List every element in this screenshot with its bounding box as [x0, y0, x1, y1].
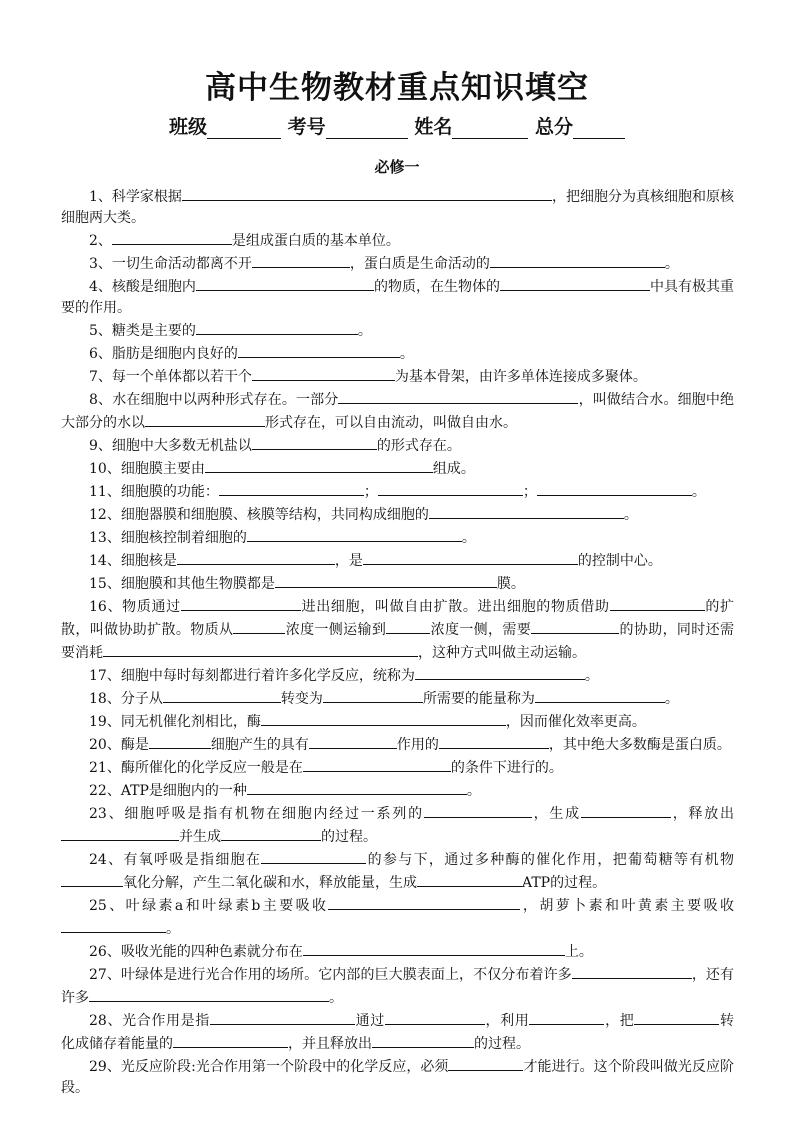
section-heading: 必修一	[374, 158, 420, 176]
question-text: 21、酶所催化的化学反应一般是在	[89, 760, 303, 776]
question-text: ，叫做结合水。细胞中绝大部分的水以	[61, 392, 735, 431]
question-item	[61, 457, 734, 480]
question-text: ，是	[334, 553, 363, 569]
question-text: ，把细胞分为真核细胞和原核细胞两大类。	[61, 189, 734, 226]
name-blank[interactable]	[452, 118, 528, 139]
question-text: 并生成	[179, 829, 221, 845]
answer-blank[interactable]	[61, 917, 166, 933]
answer-blank[interactable]	[238, 342, 400, 358]
question-text: ，生成	[531, 806, 581, 822]
answer-blank[interactable]	[572, 963, 692, 979]
answer-blank[interactable]	[439, 733, 549, 749]
question-text: 。	[466, 783, 481, 799]
question-item	[61, 572, 734, 595]
answer-blank[interactable]	[303, 940, 565, 956]
question-text: 25、叶绿素a和叶绿素b主要吸收	[89, 898, 329, 914]
answer-blank[interactable]	[338, 388, 578, 404]
question-text: 组成。	[432, 461, 475, 477]
question-text: 5、糖类是主要的	[89, 323, 196, 339]
question-text: ，因而催化效率更高。	[505, 714, 646, 730]
question-text: ；	[363, 484, 378, 500]
answer-blank[interactable]	[247, 526, 462, 542]
answer-blank[interactable]	[529, 1009, 604, 1025]
question-text: 9、细胞中大多数无机盐以	[89, 438, 252, 454]
question-text: 6、脂肪是细胞内良好的	[89, 346, 238, 362]
answer-blank[interactable]	[145, 411, 265, 427]
question-text: 。	[329, 990, 343, 1006]
question-text: 14、细胞核是	[89, 553, 177, 569]
answer-blank[interactable]	[309, 733, 397, 749]
exam-number-label: 考号	[287, 116, 326, 138]
question-text: ，并且释放出	[288, 1036, 372, 1052]
question-text: 的过程。	[474, 1036, 530, 1052]
question-text: ，释放出	[670, 806, 734, 822]
answer-blank[interactable]	[537, 480, 692, 496]
question-text: ，还有许多	[61, 967, 735, 1006]
question-item	[61, 275, 734, 319]
class-blank[interactable]	[207, 118, 281, 139]
answer-blank[interactable]	[261, 848, 366, 864]
question-text: 中具有极其重要的作用。	[61, 279, 735, 316]
question-text: 浓度一侧运输到	[285, 622, 387, 638]
question-text: 1、科学家根据	[89, 189, 182, 205]
question-item	[61, 319, 734, 342]
question-text: 氧化分解，产生二氧化碳和水，释放能量，生成	[123, 875, 417, 891]
question-text: 的物质，在生物体的	[373, 279, 500, 295]
answer-blank[interactable]	[531, 618, 619, 634]
question-item	[61, 1009, 734, 1055]
answer-blank[interactable]	[181, 595, 301, 611]
question-text: 24、有氧呼吸是指细胞在	[89, 852, 262, 868]
question-text: 浓度一侧，需要	[430, 622, 532, 638]
question-item	[61, 388, 734, 434]
question-text: 2、	[89, 233, 112, 249]
question-text: 是组成蛋白质的基本单位。	[231, 233, 400, 249]
answer-blank[interactable]	[378, 480, 523, 496]
question-text: ；	[522, 484, 537, 500]
question-text: 29、光反应阶段:光合作用第一个阶段中的化学反应，必须	[89, 1059, 449, 1075]
question-text: 。	[664, 691, 679, 707]
question-text: 细胞产生的具有	[210, 737, 309, 753]
question-text: 27、叶绿体是进行光合作用的场所。它内部的巨大膜表面上，不仅分布着许多	[89, 967, 572, 983]
answer-blank[interactable]	[415, 664, 585, 680]
question-text: 才能进行。这个阶段叫做光反应阶段。	[61, 1059, 735, 1096]
exam-number-blank[interactable]	[326, 118, 408, 139]
answer-blank[interactable]	[177, 549, 335, 565]
question-text: 通过	[354, 1013, 385, 1029]
answer-blank[interactable]	[61, 825, 179, 841]
answer-blank[interactable]	[247, 779, 467, 795]
answer-blank[interactable]	[581, 802, 671, 818]
question-text: ，把	[604, 1013, 635, 1029]
question-text: 16、物质通过	[89, 599, 181, 615]
question-item	[61, 940, 734, 963]
question-item	[61, 503, 734, 526]
answer-blank[interactable]	[196, 319, 358, 335]
question-text: 。	[461, 530, 476, 546]
question-item	[61, 185, 734, 229]
question-item	[61, 894, 734, 940]
answer-blank[interactable]	[500, 275, 650, 291]
question-text: 10、细胞膜主要由	[89, 461, 205, 477]
question-item	[61, 802, 734, 848]
total-score-label: 总分	[534, 116, 573, 138]
question-text: 的形式存在。	[376, 438, 461, 454]
question-item	[61, 963, 734, 1009]
question-text: 18、分子从	[89, 691, 163, 707]
answer-blank[interactable]	[386, 618, 430, 634]
question-text: 19、同无机催化剂相比，酶	[89, 714, 261, 730]
answer-blank[interactable]	[103, 641, 418, 657]
answer-blank[interactable]	[210, 1009, 355, 1025]
answer-blank[interactable]	[323, 687, 423, 703]
answer-blank[interactable]	[448, 1055, 523, 1071]
answer-blank[interactable]	[163, 687, 281, 703]
question-text: 膜。	[496, 576, 525, 592]
question-text: 上。	[564, 944, 593, 960]
question-item	[61, 365, 734, 388]
answer-blank[interactable]	[328, 894, 520, 910]
question-text: 7、每一个单体都以若干个	[89, 369, 252, 385]
question-item	[61, 480, 734, 503]
question-text: 15、细胞膜和其他生物膜都是	[89, 576, 275, 592]
question-text: 的参与下，通过多种酶的催化作用，把葡萄糖等有机物	[366, 852, 734, 868]
question-item	[61, 1055, 734, 1099]
question-text: 13、细胞核控制着细胞的	[89, 530, 247, 546]
answer-blank[interactable]	[182, 185, 552, 201]
question-list	[61, 185, 734, 1099]
question-text: 进出细胞，叫做自由扩散。进出细胞的物质借助	[300, 599, 610, 615]
question-text: ，胡萝卜素和叶黄素主要吸收	[520, 898, 734, 914]
question-text: 的过程。	[321, 829, 377, 845]
question-item	[61, 779, 734, 802]
page-title: 高中生物教材重点知识填空	[205, 70, 589, 106]
question-text: 作用的	[396, 737, 439, 753]
answer-blank[interactable]	[535, 687, 665, 703]
question-text: 。	[691, 484, 706, 500]
question-item	[61, 733, 734, 756]
question-text: 。	[357, 323, 372, 339]
question-item	[61, 229, 734, 252]
question-text: 17、细胞中每时每刻都进行着许多化学反应，统称为	[89, 668, 415, 684]
answer-blank[interactable]	[429, 503, 624, 519]
answer-blank[interactable]	[490, 252, 665, 268]
question-item	[61, 756, 734, 779]
answer-blank[interactable]	[233, 618, 285, 634]
answer-blank[interactable]	[252, 365, 395, 381]
answer-blank[interactable]	[424, 802, 532, 818]
question-item	[61, 848, 734, 894]
question-text: 。	[584, 668, 599, 684]
question-text: 28、光合作用是指	[89, 1013, 210, 1029]
question-item	[61, 664, 734, 687]
student-info-line	[0, 112, 794, 139]
name-label: 姓名	[414, 116, 453, 138]
question-text: 。	[399, 346, 414, 362]
answer-blank[interactable]	[89, 986, 329, 1002]
question-item	[61, 710, 734, 733]
question-item	[61, 526, 734, 549]
question-text: 26、吸收光能的四种色素就分布在	[89, 944, 303, 960]
question-text: 3、一切生命活动都离不开	[89, 256, 252, 272]
answer-blank[interactable]	[149, 733, 211, 749]
question-text: 转化成储存着能量的	[61, 1013, 734, 1052]
answer-blank[interactable]	[303, 756, 451, 772]
question-text: 20、酶是	[89, 737, 149, 753]
question-item	[61, 687, 734, 710]
question-text: 形式存在，可以自由流动，叫做自由水。	[265, 415, 517, 431]
answer-blank[interactable]	[221, 825, 321, 841]
question-text: ATP的过程。	[522, 875, 607, 891]
question-text: 。	[623, 507, 638, 523]
question-text: 的协助，同时还需要消耗	[61, 622, 735, 661]
question-text: 的控制中心。	[577, 553, 662, 569]
question-text: 8、水在细胞中以两种形式存在。一部分	[89, 392, 339, 408]
question-item	[61, 595, 734, 664]
total-score-blank[interactable]	[573, 118, 625, 139]
answer-blank[interactable]	[61, 871, 123, 887]
question-text: 的扩散，叫做协助扩散。物质从	[61, 599, 735, 638]
question-item	[61, 549, 734, 572]
question-text: 的条件下进行的。	[450, 760, 563, 776]
question-text: 。	[664, 256, 679, 272]
question-item	[61, 434, 734, 457]
question-text: ，蛋白质是生命活动的	[349, 256, 490, 272]
answer-blank[interactable]	[275, 572, 497, 588]
question-item	[61, 342, 734, 365]
question-text: 22、ATP是细胞内的一种	[89, 783, 247, 799]
answer-blank[interactable]	[205, 457, 433, 473]
question-text: 12、细胞器膜和细胞膜、核膜等结构，共同构成细胞的	[89, 507, 429, 523]
question-text: 。	[166, 921, 180, 937]
answer-blank[interactable]	[363, 549, 578, 565]
answer-blank[interactable]	[252, 434, 377, 450]
answer-blank[interactable]	[219, 480, 364, 496]
question-item	[61, 252, 734, 275]
question-text: ，这种方式叫做主动运输。	[418, 645, 586, 661]
question-text: 4、核酸是细胞内	[89, 279, 196, 295]
question-text: ，其中绝大多数酶是蛋白质。	[548, 737, 731, 753]
answer-blank[interactable]	[634, 1009, 719, 1025]
answer-blank[interactable]	[173, 1032, 288, 1048]
answer-blank[interactable]	[372, 1032, 474, 1048]
answer-blank[interactable]	[252, 252, 350, 268]
answer-blank[interactable]	[196, 275, 374, 291]
question-text: 为基本骨架，由许多单体连接成多聚体。	[394, 369, 647, 385]
answer-blank[interactable]	[610, 595, 705, 611]
answer-blank[interactable]	[261, 710, 506, 726]
answer-blank[interactable]	[385, 1009, 485, 1025]
question-text: 所需要的能量称为	[422, 691, 535, 707]
answer-blank[interactable]	[417, 871, 522, 887]
class-label: 班级	[169, 116, 208, 138]
question-text: 转变为	[280, 691, 323, 707]
question-text: 23、细胞呼吸是指有机物在细胞内经过一系列的	[89, 806, 424, 822]
question-text: 11、细胞膜的功能：	[89, 484, 219, 500]
question-text: ，利用	[484, 1013, 530, 1029]
answer-blank[interactable]	[112, 229, 232, 245]
